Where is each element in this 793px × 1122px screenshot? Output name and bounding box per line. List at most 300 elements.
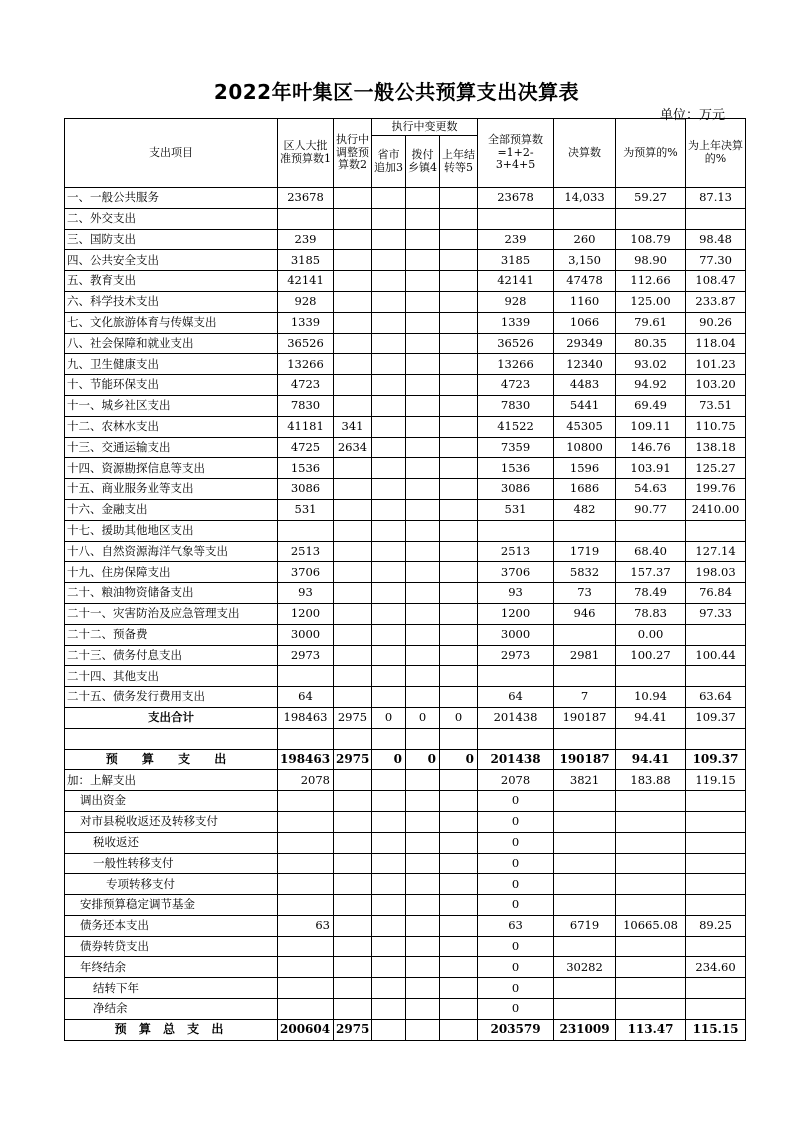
header-pct-budget: 为预算的%: [616, 119, 686, 188]
header-final: 决算数: [554, 119, 616, 188]
cell-c2: [334, 791, 372, 812]
cell-c1: [278, 853, 334, 874]
cell-c6: 0: [478, 936, 554, 957]
cell-c4: [406, 499, 440, 520]
cell-c6: 0: [478, 999, 554, 1020]
table-row: [65, 437, 746, 458]
cell-c3: [372, 312, 406, 333]
cell-c1: 4723: [278, 375, 334, 396]
cell-c2: [334, 562, 372, 583]
table-row: [65, 375, 746, 396]
cell-c1: 7830: [278, 395, 334, 416]
cell-c8: 125.00: [616, 291, 686, 312]
table-row: [65, 333, 746, 354]
cell-c9: 127.14: [686, 541, 746, 562]
row-label: 二十一、灾害防治及应急管理支出: [65, 603, 278, 624]
cell-c9: [686, 666, 746, 687]
cell-c7: [554, 791, 616, 812]
cell-c6: 928: [478, 291, 554, 312]
table-row: [65, 645, 746, 666]
cell-c9: 234.60: [686, 957, 746, 978]
cell-c6: 23678: [478, 188, 554, 209]
cell-c3: [372, 687, 406, 708]
cell-c4: [406, 957, 440, 978]
row-label: 三、国防支出: [65, 229, 278, 250]
row-label: 安排预算稳定调节基金: [65, 895, 278, 916]
table-row: [65, 853, 746, 874]
cell-c6: 3000: [478, 624, 554, 645]
cell-c6: 1536: [478, 458, 554, 479]
cell-c9: 198.03: [686, 562, 746, 583]
cell-c5: [440, 250, 478, 271]
cell-c8: 69.49: [616, 395, 686, 416]
row-label: 十八、自然资源海洋气象等支出: [65, 541, 278, 562]
cell-c8: 79.61: [616, 312, 686, 333]
cell-c4: [406, 250, 440, 271]
cell-c9: 103.20: [686, 375, 746, 396]
cell-c3: 0: [372, 707, 406, 728]
cell-c7: [554, 978, 616, 999]
cell-c4: 0: [406, 749, 440, 770]
table-row: [65, 541, 746, 562]
cell-c3: [372, 999, 406, 1020]
cell-c4: [406, 479, 440, 500]
cell-c9: [686, 208, 746, 229]
cell-c1: [278, 791, 334, 812]
cell-c8: [616, 853, 686, 874]
table-row: [65, 188, 746, 209]
cell-c2: [334, 895, 372, 916]
cell-c7: [554, 999, 616, 1020]
cell-c2: [334, 811, 372, 832]
cell-c7: 482: [554, 499, 616, 520]
cell-c3: [372, 666, 406, 687]
cell-c5: [440, 479, 478, 500]
table-row: [65, 999, 746, 1020]
cell-c4: [406, 583, 440, 604]
cell-c9: 89.25: [686, 915, 746, 936]
cell-c8: [616, 666, 686, 687]
cell-c6: 36526: [478, 333, 554, 354]
cell-c9: [686, 520, 746, 541]
cell-c9: 76.84: [686, 583, 746, 604]
cell-c8: 94.41: [616, 707, 686, 728]
cell-c1: 1339: [278, 312, 334, 333]
cell-c7: 1719: [554, 541, 616, 562]
table-row: [65, 624, 746, 645]
cell-c9: 199.76: [686, 479, 746, 500]
cell-c2: [334, 832, 372, 853]
cell-c5: [440, 915, 478, 936]
cell-c5: [440, 978, 478, 999]
cell-c2: [334, 354, 372, 375]
cell-c5: [440, 832, 478, 853]
cell-c3: [372, 936, 406, 957]
cell-c4: [406, 416, 440, 437]
cell-c1: 64: [278, 687, 334, 708]
cell-c7: [554, 624, 616, 645]
cell-c7: [554, 666, 616, 687]
table-row: [65, 250, 746, 271]
cell-c4: [406, 791, 440, 812]
cell-c4: [406, 853, 440, 874]
cell-c9: 119.15: [686, 770, 746, 791]
cell-c9: [686, 791, 746, 812]
row-label: 七、文化旅游体育与传媒支出: [65, 312, 278, 333]
cell-c1: 4725: [278, 437, 334, 458]
cell-c9: 2410.00: [686, 499, 746, 520]
cell-c2: [334, 915, 372, 936]
cell-c4: [406, 687, 440, 708]
cell-c1: 3086: [278, 479, 334, 500]
cell-c4: [406, 874, 440, 895]
table-row: [65, 957, 746, 978]
cell-c1: [278, 208, 334, 229]
cell-c5: [440, 999, 478, 1020]
cell-c1: 239: [278, 229, 334, 250]
cell-c7: [554, 832, 616, 853]
cell-c2: [334, 188, 372, 209]
row-label: 四、公共安全支出: [65, 250, 278, 271]
cell-c6: 0: [478, 811, 554, 832]
cell-c3: [372, 354, 406, 375]
cell-c5: [440, 541, 478, 562]
cell-c5: [440, 687, 478, 708]
header-full: 全部预算数=1+2-3+4+5: [478, 119, 554, 188]
row-label: 十六、金融支出: [65, 499, 278, 520]
table-row: [65, 458, 746, 479]
cell-c1: 36526: [278, 333, 334, 354]
cell-c6: 1339: [478, 312, 554, 333]
cell-c9: 73.51: [686, 395, 746, 416]
cell-c8: [616, 936, 686, 957]
cell-c2: [334, 250, 372, 271]
cell-c5: 0: [440, 707, 478, 728]
cell-c4: [406, 333, 440, 354]
cell-c8: [616, 832, 686, 853]
cell-c9: 108.47: [686, 271, 746, 292]
cell-c2: [334, 666, 372, 687]
cell-c8: 183.88: [616, 770, 686, 791]
cell-c8: 10665.08: [616, 915, 686, 936]
cell-c7: 6719: [554, 915, 616, 936]
header-sub3: 省市追加3: [372, 136, 406, 188]
table-row: [65, 208, 746, 229]
cell-c5: [440, 770, 478, 791]
table-body: [65, 188, 746, 1041]
cell-c5: [440, 291, 478, 312]
header-adjust: 执行中调整预算数2: [334, 119, 372, 188]
cell-c8: 93.02: [616, 354, 686, 375]
cell-c4: [406, 208, 440, 229]
cell-c6: 41522: [478, 416, 554, 437]
cell-c1: 63: [278, 915, 334, 936]
cell-c3: [372, 562, 406, 583]
cell-c5: [440, 499, 478, 520]
row-label: 二、外交支出: [65, 208, 278, 229]
cell-c2: 2975: [334, 1019, 372, 1040]
cell-c1: [278, 811, 334, 832]
cell-c8: [616, 208, 686, 229]
row-label: 十三、交通运输支出: [65, 437, 278, 458]
cell-c4: [406, 562, 440, 583]
row-label: 预 算 支 出: [65, 749, 278, 770]
table-row: [65, 687, 746, 708]
cell-c2: 2634: [334, 437, 372, 458]
cell-c5: [440, 437, 478, 458]
cell-c4: [406, 271, 440, 292]
cell-c8: 109.11: [616, 416, 686, 437]
cell-c1: 13266: [278, 354, 334, 375]
cell-c9: 100.44: [686, 645, 746, 666]
cell-c3: [372, 291, 406, 312]
cell-c1: [278, 874, 334, 895]
cell-c2: [334, 770, 372, 791]
cell-c5: [440, 520, 478, 541]
row-label: 一般性转移支付: [65, 853, 278, 874]
cell-c5: [440, 375, 478, 396]
table-row: [65, 832, 746, 853]
cell-c7: 190187: [554, 707, 616, 728]
row-label: 专项转移支付: [65, 874, 278, 895]
cell-c1: 1536: [278, 458, 334, 479]
cell-c5: [440, 354, 478, 375]
cell-c5: [440, 312, 478, 333]
cell-c7: 47478: [554, 271, 616, 292]
table-row: [65, 791, 746, 812]
cell-c6: 4723: [478, 375, 554, 396]
cell-c8: 10.94: [616, 687, 686, 708]
cell-c8: 146.76: [616, 437, 686, 458]
cell-c1: 1200: [278, 603, 334, 624]
cell-c7: 12340: [554, 354, 616, 375]
cell-c3: [372, 1019, 406, 1040]
cell-c3: [372, 250, 406, 271]
row-label: 支出合计: [65, 707, 278, 728]
cell-c8: 100.27: [616, 645, 686, 666]
cell-c9: 77.30: [686, 250, 746, 271]
cell-c8: 113.47: [616, 1019, 686, 1040]
cell-c2: [334, 874, 372, 895]
cell-c4: [406, 645, 440, 666]
cell-c8: [616, 791, 686, 812]
cell-c1: [278, 520, 334, 541]
cell-c3: [372, 978, 406, 999]
cell-c5: [440, 811, 478, 832]
budget-total-row: [65, 749, 746, 770]
cell-c9: 109.37: [686, 749, 746, 770]
row-label: 十七、援助其他地区支出: [65, 520, 278, 541]
cell-c2: [334, 520, 372, 541]
cell-c7: 4483: [554, 375, 616, 396]
cell-c3: [372, 229, 406, 250]
cell-c4: [406, 895, 440, 916]
cell-c3: [372, 188, 406, 209]
cell-c7: 45305: [554, 416, 616, 437]
cell-c1: 93: [278, 583, 334, 604]
cell-c9: 118.04: [686, 333, 746, 354]
cell-c6: 64: [478, 687, 554, 708]
cell-c3: [372, 770, 406, 791]
cell-c2: [334, 645, 372, 666]
header-pct-last: 为上年决算的%: [686, 119, 746, 188]
cell-c2: [334, 957, 372, 978]
row-label: 十四、资源勘探信息等支出: [65, 458, 278, 479]
cell-c6: 0: [478, 978, 554, 999]
cell-c1: [278, 832, 334, 853]
cell-c6: 0: [478, 957, 554, 978]
row-label: 税收返还: [65, 832, 278, 853]
cell-c5: [440, 895, 478, 916]
table-row: [65, 416, 746, 437]
cell-c1: 2973: [278, 645, 334, 666]
cell-c8: 78.83: [616, 603, 686, 624]
cell-c4: [406, 666, 440, 687]
cell-c3: [372, 395, 406, 416]
cell-c3: [372, 895, 406, 916]
cell-c1: 2513: [278, 541, 334, 562]
cell-c2: [334, 624, 372, 645]
cell-c4: [406, 770, 440, 791]
cell-c9: 110.75: [686, 416, 746, 437]
cell-c1: 198463: [278, 707, 334, 728]
cell-c5: [440, 874, 478, 895]
cell-c9: [686, 895, 746, 916]
cell-c9: [686, 936, 746, 957]
cell-c3: [372, 208, 406, 229]
header-item: 支出项目: [65, 119, 278, 188]
row-label: 一、一般公共服务: [65, 188, 278, 209]
table-row: [65, 271, 746, 292]
table-row: [65, 499, 746, 520]
cell-c7: 1686: [554, 479, 616, 500]
cell-c6: 2078: [478, 770, 554, 791]
cell-c8: [616, 999, 686, 1020]
cell-c8: [616, 895, 686, 916]
page-title: 2022年叶集区一般公共预算支出决算表: [213, 80, 580, 104]
cell-c7: 14,033: [554, 188, 616, 209]
cell-c2: [334, 291, 372, 312]
cell-c8: 68.40: [616, 541, 686, 562]
cell-c4: [406, 915, 440, 936]
cell-c8: [616, 874, 686, 895]
cell-c4: [406, 437, 440, 458]
cell-c7: 1066: [554, 312, 616, 333]
cell-c2: [334, 583, 372, 604]
cell-c9: [686, 853, 746, 874]
cell-c1: 531: [278, 499, 334, 520]
cell-c7: [554, 520, 616, 541]
cell-c4: [406, 354, 440, 375]
cell-c3: [372, 458, 406, 479]
cell-c7: 30282: [554, 957, 616, 978]
table-row: [65, 395, 746, 416]
spacer-row: [65, 728, 746, 749]
cell-c7: [554, 208, 616, 229]
cell-c6: 13266: [478, 354, 554, 375]
cell-c1: 3000: [278, 624, 334, 645]
cell-c1: 3706: [278, 562, 334, 583]
table-row: [65, 770, 746, 791]
cell-c5: [440, 562, 478, 583]
cell-c3: [372, 791, 406, 812]
cell-c2: [334, 312, 372, 333]
cell-c3: [372, 541, 406, 562]
cell-c8: 59.27: [616, 188, 686, 209]
cell-c6: 1200: [478, 603, 554, 624]
cell-c9: [686, 874, 746, 895]
cell-c7: 260: [554, 229, 616, 250]
cell-c3: [372, 853, 406, 874]
row-label: 十九、住房保障支出: [65, 562, 278, 583]
cell-c1: 3185: [278, 250, 334, 271]
row-label: 六、科学技术支出: [65, 291, 278, 312]
cell-c2: [334, 271, 372, 292]
cell-c6: 7359: [478, 437, 554, 458]
cell-c5: [440, 645, 478, 666]
row-label: 年终结余: [65, 957, 278, 978]
cell-c7: 1596: [554, 458, 616, 479]
cell-c1: 200604: [278, 1019, 334, 1040]
header-sub5: 上年结转等5: [440, 136, 478, 188]
cell-c3: [372, 416, 406, 437]
cell-c6: 63: [478, 915, 554, 936]
row-label: 调出资金: [65, 791, 278, 812]
cell-c8: 54.63: [616, 479, 686, 500]
cell-c8: [616, 520, 686, 541]
cell-c9: 97.33: [686, 603, 746, 624]
cell-c3: [372, 520, 406, 541]
cell-c7: 946: [554, 603, 616, 624]
cell-c5: [440, 188, 478, 209]
cell-c8: [616, 811, 686, 832]
row-label: 十、节能环保支出: [65, 375, 278, 396]
table-row: [65, 562, 746, 583]
cell-c9: 63.64: [686, 687, 746, 708]
cell-c1: 198463: [278, 749, 334, 770]
row-label: 十二、农林水支出: [65, 416, 278, 437]
cell-c2: [334, 479, 372, 500]
cell-c6: 531: [478, 499, 554, 520]
cell-c3: [372, 832, 406, 853]
cell-c5: [440, 271, 478, 292]
cell-c8: 0.00: [616, 624, 686, 645]
cell-c4: [406, 936, 440, 957]
subtotal-row: [65, 707, 746, 728]
cell-c8: 98.90: [616, 250, 686, 271]
table-row: [65, 479, 746, 500]
cell-c2: [334, 936, 372, 957]
cell-c8: [616, 978, 686, 999]
cell-c9: [686, 999, 746, 1020]
cell-c6: 0: [478, 832, 554, 853]
cell-c2: 2975: [334, 707, 372, 728]
cell-c3: [372, 811, 406, 832]
cell-c3: [372, 437, 406, 458]
cell-c1: 23678: [278, 188, 334, 209]
cell-c6: 0: [478, 874, 554, 895]
cell-c4: [406, 999, 440, 1020]
cell-c2: [334, 853, 372, 874]
budget-table: [64, 118, 746, 1041]
cell-c6: [478, 666, 554, 687]
row-label: 加：上解支出: [65, 770, 278, 791]
row-label: 十五、商业服务业等支出: [65, 479, 278, 500]
cell-c1: 2078: [278, 770, 334, 791]
cell-c1: [278, 936, 334, 957]
cell-c2: [334, 978, 372, 999]
cell-c7: 73: [554, 583, 616, 604]
